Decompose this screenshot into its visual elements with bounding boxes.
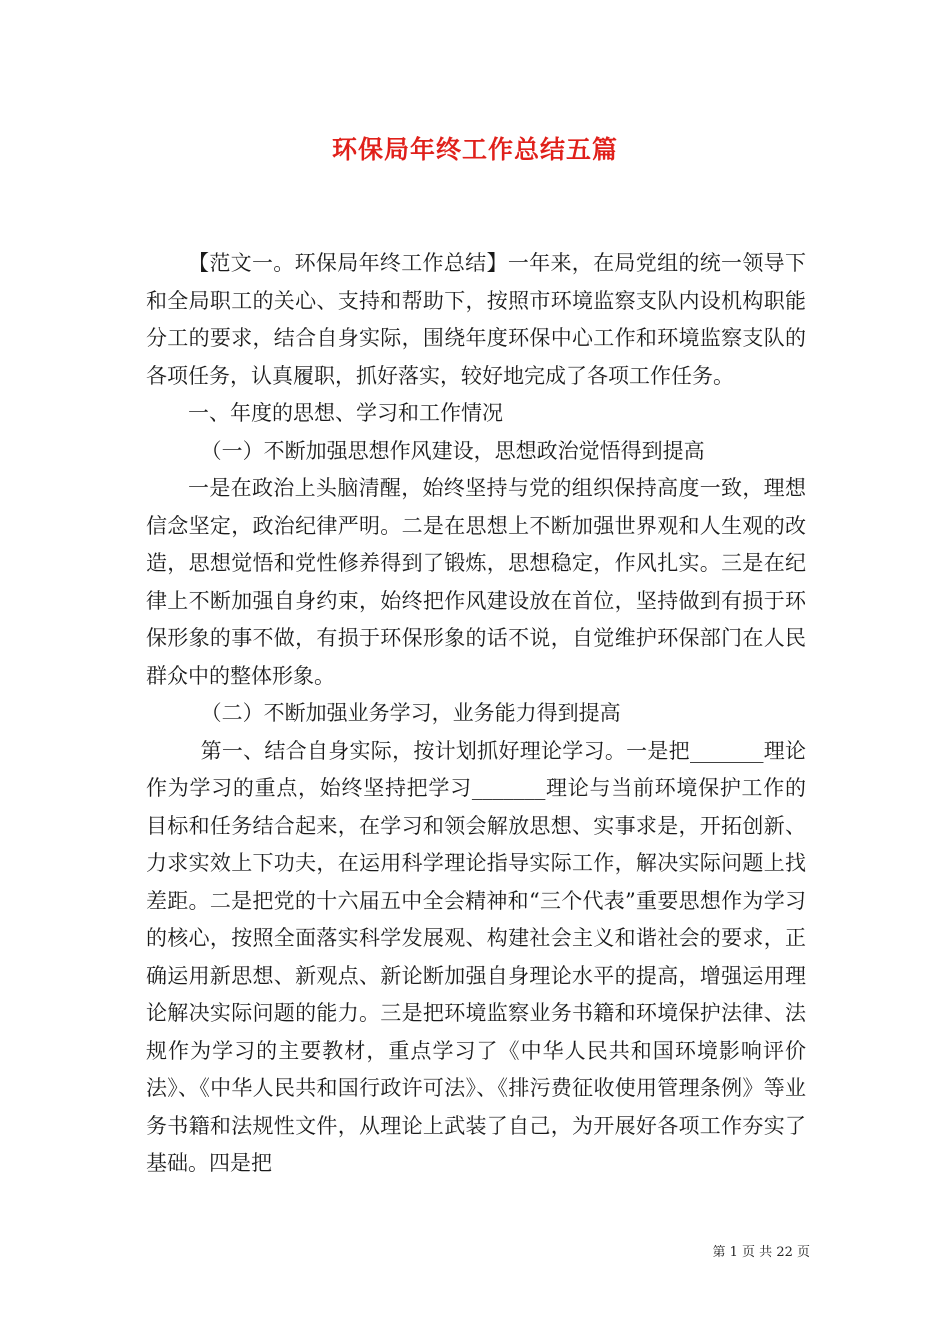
page-number: 第 1 页 共 22 页	[712, 1245, 810, 1260]
paragraph-politics: 一是在政治上头脑清醒，始终坚持与党的组织保持高度一致，理想信念坚定，政治纪律严明。二是在思想上不断加强世界观和人生观的改造，思想觉悟和党性修养得到了锻炼，思想稳定，作风扎实。三是在纪律上不断加强自身约束，始终把作风建设放在首位，坚持做到有损于环保形象的事不做，有损于环保形象的话不说，自觉维护环保部门在人民群众中的整体形象。	[146, 476, 806, 688]
document-body	[146, 245, 806, 1183]
section-heading-1: 一、年度的思想、学习和工作情况	[188, 401, 503, 425]
document-title: 环保局年终工作总结五篇	[331, 135, 618, 164]
subsection-heading-1: （一）不断加强思想作风建设，思想政治觉悟得到提高	[200, 438, 705, 463]
paragraph-intro: 【范文一。环保局年终工作总结】一年来，在局党组的统一领导下和全局职工的关心、支持和帮助下，按照市环境监察支队内设机构职能分工的要求，结合自身实际，围绕年度环保中心工作和环境监察支队的各项任务，认真履职，抓好落实，较好地完成了各项工作任务。	[146, 251, 806, 388]
paragraph-study: 第一、结合自身实际，按计划抓好理论学习。一是把_______理论作为学习的重点，始终坚持把学习_______理论与当前环境保护工作的目标和任务结合起来，在学习和领会解放思想、实事求是，开拓创新、力求实效上下功夫，在运用科学理论指导实际工作，解决实际问题上找差距。二是把党的十六届五中全会精神和“三个代表”重要思想作为学习的核心，按照全面落实科学发展观、构建社会主义和谐社会的要求，正确运用新思想、新观点、新论断加强自身理论水平的提高，增强运用理论解决实际问题的能力。三是把环境监察业务书籍和环境保护法律、法规作为学习的主要教材，重点学习了《中华人民共和国环境影响评价法》、《中华人民共和国行政许可法》、《排污费征收使用管理条例》等业务书籍和法规性文件，从理论上武装了自己，为开展好各项工作夯实了基础。四是把	[146, 738, 806, 1175]
subsection-heading-2: （二）不断加强业务学习，业务能力得到提高	[200, 701, 621, 725]
